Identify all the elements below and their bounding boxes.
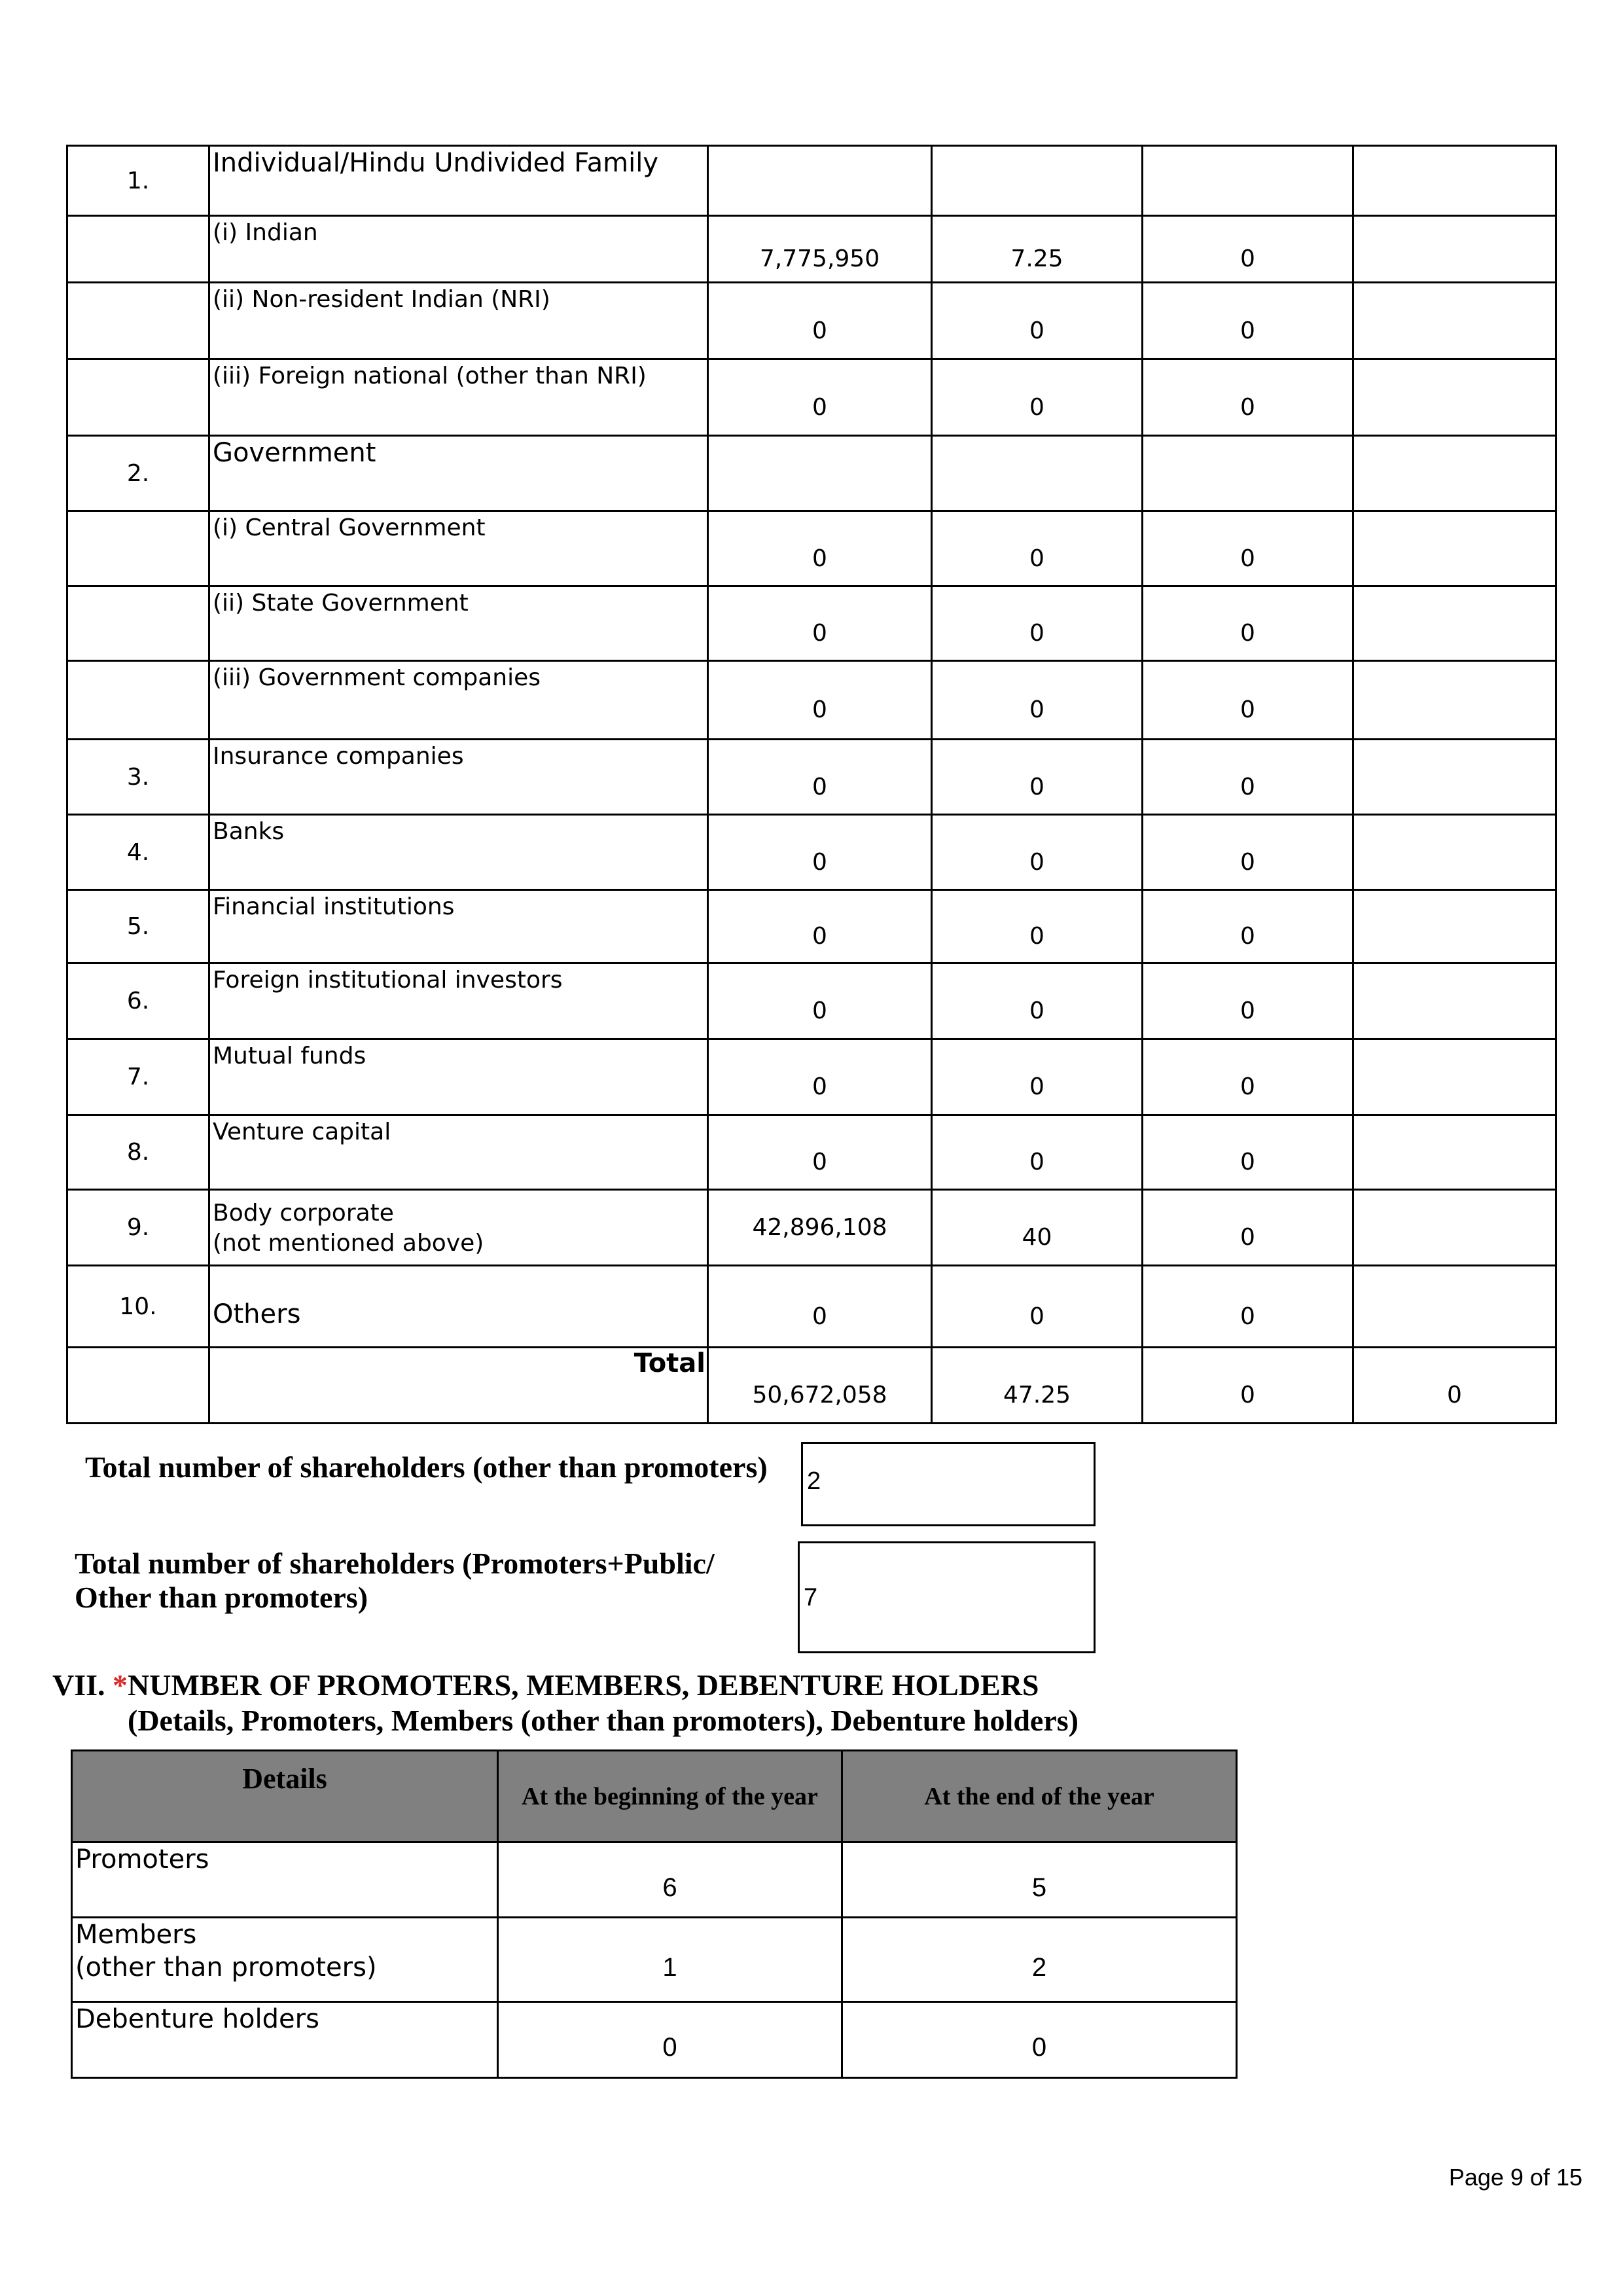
- value-cell[interactable]: [1353, 283, 1556, 359]
- promoters-members-row: [72, 1842, 1237, 1918]
- shareholders-other-than-promoters-label: Total number of shareholders (other than promoters): [85, 1450, 768, 1484]
- beginning-of-year-cell[interactable]: 6: [498, 1842, 842, 1918]
- category-cell: Venture capital: [209, 1115, 708, 1190]
- shareholding-row: [67, 586, 1556, 661]
- empty-cell: [67, 1348, 209, 1424]
- percentage-cell[interactable]: 0: [932, 890, 1143, 963]
- percentage-cell[interactable]: 0: [932, 815, 1143, 890]
- shareholding-row: [67, 815, 1556, 890]
- shareholding-row: [67, 661, 1556, 740]
- category-cell: Banks: [209, 815, 708, 890]
- total-percentage-cell: 47.25: [932, 1348, 1143, 1424]
- total-label: Total: [209, 1348, 708, 1424]
- serial-number-cell: 1.: [67, 146, 209, 216]
- serial-number-cell: [67, 216, 209, 283]
- value-cell[interactable]: [1353, 1266, 1556, 1348]
- category-cell: Government: [209, 436, 708, 511]
- shareholding-row: [67, 1266, 1556, 1348]
- detail-label-cell: [72, 1842, 498, 1918]
- value-cell[interactable]: 0: [1143, 283, 1353, 359]
- section-vii-heading: NUMBER OF PROMOTERS, MEMBERS, DEBENTURE HOLDERS: [128, 1668, 1039, 1702]
- serial-number-cell: [67, 283, 209, 359]
- serial-number-cell: 8.: [67, 1115, 209, 1190]
- serial-number-cell: [67, 511, 209, 586]
- value-cell[interactable]: 0: [1143, 890, 1353, 963]
- shares-cell[interactable]: 7,775,950: [708, 216, 932, 283]
- shareholding-row: [67, 511, 1556, 586]
- detail-label-line2: (other than promoters): [75, 1952, 377, 1982]
- value-cell[interactable]: 0: [1143, 1039, 1353, 1115]
- page-number: Page 9 of 15: [1448, 2164, 1582, 2191]
- promoters-members-header-row: [72, 1751, 1237, 1842]
- value-cell[interactable]: [1353, 216, 1556, 283]
- value-cell[interactable]: [1353, 740, 1556, 815]
- promoters-members-row: [72, 2002, 1237, 2078]
- total-shareholders-field[interactable]: [798, 1541, 1096, 1653]
- serial-number-cell: [67, 359, 209, 436]
- serial-number-cell: [67, 661, 209, 740]
- value-cell[interactable]: [1353, 436, 1556, 511]
- shareholding-row: [67, 1115, 1556, 1190]
- shares-cell[interactable]: [708, 146, 932, 216]
- category-cell: (i) Central Government: [209, 511, 708, 586]
- total-value-cell: 0: [1353, 1348, 1556, 1424]
- value-cell[interactable]: [1143, 146, 1353, 216]
- shares-cell[interactable]: 0: [708, 1039, 932, 1115]
- detail-label: Members: [75, 1920, 197, 1950]
- shares-cell[interactable]: 0: [708, 815, 932, 890]
- section-vii-number: VII.: [52, 1668, 105, 1702]
- percentage-cell[interactable]: 0: [932, 1039, 1143, 1115]
- value-cell[interactable]: [1353, 963, 1556, 1039]
- detail-label-cell: [72, 1918, 498, 2002]
- total-shareholders-value: 7: [804, 1584, 818, 1611]
- serial-number-cell: 6.: [67, 963, 209, 1039]
- shares-cell[interactable]: 0: [708, 890, 932, 963]
- value-cell[interactable]: [1353, 586, 1556, 661]
- value-cell[interactable]: 0: [1143, 511, 1353, 586]
- shares-cell[interactable]: 0: [708, 359, 932, 436]
- percentage-cell[interactable]: 0: [932, 740, 1143, 815]
- serial-number-cell: 2.: [67, 436, 209, 511]
- total-shares-cell: 50,672,058: [708, 1348, 932, 1424]
- end-of-year-cell[interactable]: 2: [842, 1918, 1237, 2002]
- shareholding-table-body: [67, 146, 1556, 1424]
- value-cell[interactable]: [1353, 1039, 1556, 1115]
- shareholders-other-than-promoters-field[interactable]: [801, 1442, 1096, 1526]
- value-cell[interactable]: [1353, 890, 1556, 963]
- percentage-cell[interactable]: 0: [932, 586, 1143, 661]
- value-cell[interactable]: 0: [1143, 1190, 1353, 1266]
- category-cell: Others: [209, 1266, 708, 1348]
- category-cell: Individual/Hindu Undivided Family: [209, 146, 708, 216]
- serial-number-cell: 4.: [67, 815, 209, 890]
- percentage-cell[interactable]: 7.25: [932, 216, 1143, 283]
- value-cell[interactable]: [1353, 815, 1556, 890]
- end-of-year-column-header: At the end of the year: [842, 1751, 1237, 1842]
- value-cell[interactable]: 0: [1143, 1115, 1353, 1190]
- serial-number-cell: [67, 586, 209, 661]
- percentage-cell[interactable]: 0: [932, 661, 1143, 740]
- value-cell[interactable]: 0: [1143, 1266, 1353, 1348]
- category-cell: (iii) Foreign national (other than NRI): [209, 359, 708, 436]
- value-cell[interactable]: 0: [1143, 815, 1353, 890]
- category-cell: (iii) Government companies: [209, 661, 708, 740]
- shareholders-other-than-promoters-value: 2: [807, 1467, 821, 1495]
- shareholding-row: [67, 359, 1556, 436]
- promoters-members-table: [71, 1749, 1238, 2079]
- shareholding-row: [67, 283, 1556, 359]
- category-cell: Mutual funds: [209, 1039, 708, 1115]
- serial-number-cell: 3.: [67, 740, 209, 815]
- value-cell[interactable]: [1353, 1190, 1556, 1266]
- promoters-members-table-body: [72, 1751, 1237, 2078]
- shareholding-row: [67, 1039, 1556, 1115]
- value-cell[interactable]: [1353, 1115, 1556, 1190]
- value-cell[interactable]: [1353, 661, 1556, 740]
- category-cell: (i) Indian: [209, 216, 708, 283]
- end-of-year-cell[interactable]: 0: [842, 2002, 1237, 2078]
- category-cell: Financial institutions: [209, 890, 708, 963]
- shareholding-row: [67, 1190, 1556, 1266]
- value-cell[interactable]: [1353, 359, 1556, 436]
- shares-cell[interactable]: [708, 436, 932, 511]
- end-of-year-cell[interactable]: 5: [842, 1842, 1237, 1918]
- shareholding-row: [67, 216, 1556, 283]
- value-cell[interactable]: 0: [1143, 586, 1353, 661]
- section-vii-title: [52, 1668, 1039, 1703]
- shares-cell[interactable]: 0: [708, 740, 932, 815]
- serial-number-cell: 7.: [67, 1039, 209, 1115]
- shares-cell[interactable]: 0: [708, 283, 932, 359]
- shares-cell[interactable]: 42,896,108: [708, 1190, 932, 1266]
- category-cell: Insurance companies: [209, 740, 708, 815]
- total-value-cell: 0: [1143, 1348, 1353, 1424]
- serial-number-cell: 5.: [67, 890, 209, 963]
- shares-cell[interactable]: 0: [708, 1266, 932, 1348]
- category-line2: (not mentioned above): [213, 1229, 484, 1257]
- percentage-cell[interactable]: [932, 146, 1143, 216]
- total-shareholders-label-line1: Total number of shareholders (Promoters+Public/: [75, 1547, 715, 1580]
- shares-cell[interactable]: 0: [708, 586, 932, 661]
- category-cell: (ii) Non-resident Indian (NRI): [209, 283, 708, 359]
- value-cell[interactable]: [1353, 146, 1556, 216]
- shareholding-row: [67, 146, 1556, 216]
- value-cell[interactable]: [1143, 436, 1353, 511]
- serial-number-cell: 10.: [67, 1266, 209, 1348]
- category-cell: Foreign institutional investors: [209, 963, 708, 1039]
- percentage-cell[interactable]: 0: [932, 1115, 1143, 1190]
- shareholding-row: [67, 740, 1556, 815]
- percentage-cell[interactable]: 0: [932, 1266, 1143, 1348]
- shareholding-row: [67, 436, 1556, 511]
- value-cell[interactable]: [1353, 511, 1556, 586]
- value-cell[interactable]: 0: [1143, 661, 1353, 740]
- percentage-cell[interactable]: 0: [932, 963, 1143, 1039]
- percentage-cell[interactable]: 0: [932, 283, 1143, 359]
- shares-cell[interactable]: 0: [708, 963, 932, 1039]
- promoters-members-row: [72, 1918, 1237, 2002]
- detail-label-cell: [72, 2002, 498, 2078]
- beginning-of-year-column-header: At the beginning of the year: [498, 1751, 842, 1842]
- serial-number-cell: 9.: [67, 1190, 209, 1266]
- shares-cell[interactable]: 0: [708, 511, 932, 586]
- category-line1: Body corporate: [213, 1199, 394, 1227]
- beginning-of-year-cell[interactable]: 0: [498, 2002, 842, 2078]
- details-column-header: Details: [72, 1751, 498, 1842]
- value-cell[interactable]: 0: [1143, 963, 1353, 1039]
- percentage-cell[interactable]: 40: [932, 1190, 1143, 1266]
- shareholding-total-row: [67, 1348, 1556, 1424]
- shareholding-row: [67, 890, 1556, 963]
- percentage-cell[interactable]: 0: [932, 359, 1143, 436]
- total-shareholders-label-line2: Other than promoters): [75, 1581, 368, 1614]
- beginning-of-year-cell[interactable]: 1: [498, 1918, 842, 2002]
- value-cell[interactable]: 0: [1143, 359, 1353, 436]
- value-cell[interactable]: 0: [1143, 216, 1353, 283]
- shares-cell[interactable]: 0: [708, 661, 932, 740]
- percentage-cell[interactable]: [932, 436, 1143, 511]
- shareholding-row: [67, 963, 1556, 1039]
- shareholding-table: [66, 145, 1557, 1424]
- percentage-cell[interactable]: 0: [932, 511, 1143, 586]
- total-shareholders-label: [75, 1547, 715, 1615]
- value-cell[interactable]: 0: [1143, 740, 1353, 815]
- category-cell: [209, 1190, 708, 1266]
- section-vii-subtitle: (Details, Promoters, Members (other than promoters), Debenture holders): [128, 1704, 1079, 1737]
- required-asterisk: *: [113, 1668, 128, 1702]
- shares-cell[interactable]: 0: [708, 1115, 932, 1190]
- detail-label: Debenture holders: [75, 2004, 319, 2034]
- detail-label: Promoters: [75, 1844, 209, 1874]
- category-cell: (ii) State Government: [209, 586, 708, 661]
